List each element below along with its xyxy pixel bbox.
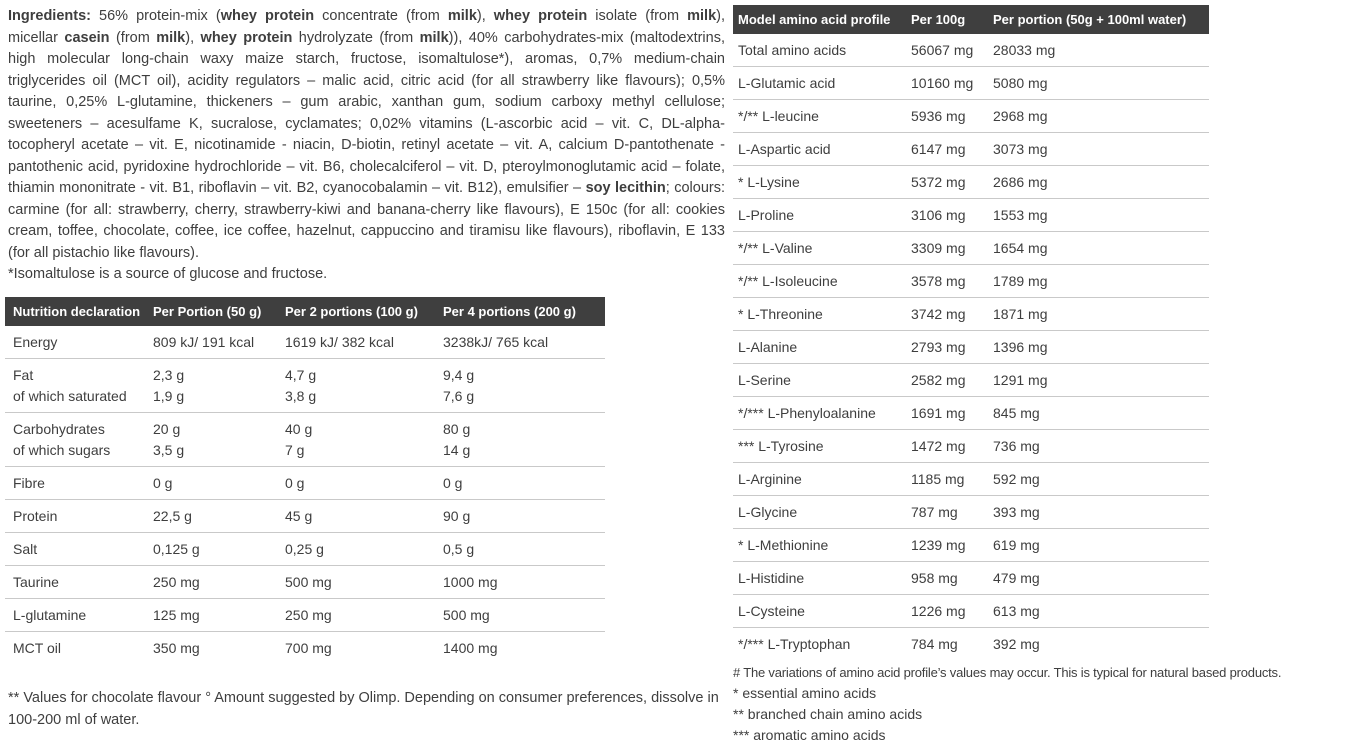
amino-footnotes [733, 662, 1362, 746]
ingredient-emphasis: milk [687, 8, 717, 24]
amino-value: 1553 mg [993, 199, 1209, 232]
amino-value: 6147 mg [911, 133, 993, 166]
amino-name: */*** L-Phenyloalanine [733, 397, 911, 430]
amino-row [733, 34, 1209, 67]
amino-name: L-Arginine [733, 463, 911, 496]
ingredient-text: concentrate (from [314, 8, 448, 24]
amino-name: */*** L-Tryptophan [738, 635, 851, 652]
nutrient-value: 250 mg [285, 599, 443, 632]
amino-value: 1691 mg [911, 397, 993, 430]
nutrient-name: L-glutamine [5, 599, 153, 632]
amino-value: 1291 mg [993, 364, 1209, 397]
nutrient-value: 80 g 14 g [443, 413, 605, 467]
amino-header-name: Model amino acid profile [733, 5, 911, 34]
amino-name: L-Glycine [733, 496, 911, 529]
amino-row [733, 397, 1209, 430]
amino-name: *** L-Tyrosine [733, 430, 911, 463]
nutrient-value: 0 g [443, 467, 605, 500]
nutrient-value: 1619 kJ/ 382 kcal [285, 326, 443, 359]
nutrient-value: 0,125 g [153, 533, 285, 566]
ingredient-emphasis: milk [419, 29, 449, 46]
nutrient-value: 700 mg [285, 639, 332, 656]
right-column [733, 0, 1362, 746]
ingredient-text: ; colours: carmine (for all: strawberry, cherry, strawberry-kiwi and banana-cherry like flavours), E 150c (for all: cookies cream, toffee, chocolate, coffee, ice coffee, hazelnut, cappuccino and tiramisu like flavours), riboflavin, E 133 (for all pistachio like flavours). [8, 180, 725, 261]
nutrient-value: 45 g [285, 500, 443, 533]
ingredient-emphasis: soy lecithin [585, 180, 666, 196]
amino-value: 3073 mg [993, 133, 1209, 166]
amino-row [733, 166, 1209, 199]
nutrition-header-name: Nutrition declaration [5, 297, 153, 326]
amino-name: */** L-Isoleucine [733, 265, 911, 298]
amino-name: L-Proline [733, 199, 911, 232]
nutrient-value: 2,3 g 1,9 g [153, 359, 285, 413]
nutrient-value: 250 mg [153, 566, 285, 599]
nutrient-name: Carbohydrates of which sugars [5, 413, 153, 467]
nutrient-name: Salt [5, 533, 153, 566]
nutrition-header-4portions: Per 4 portions (200 g) [443, 297, 605, 326]
nutrient-value: 0 g [153, 467, 285, 500]
nutrient-value: 500 mg [285, 566, 443, 599]
nutrient-value: 0 g [285, 467, 443, 500]
amino-row [733, 298, 1209, 331]
nutrition-row [5, 632, 605, 665]
amino-value: 736 mg [993, 430, 1209, 463]
nutrient-value: 1000 mg [443, 566, 605, 599]
amino-name: L-Alanine [733, 331, 911, 364]
amino-value: 1472 mg [911, 430, 993, 463]
amino-row [733, 67, 1209, 100]
nutrition-row [5, 467, 605, 500]
amino-value: 2968 mg [993, 100, 1209, 133]
ingredient-text: ), micellar [8, 8, 725, 46]
ingredient-text: ), [476, 8, 494, 24]
amino-value: 28033 mg [993, 34, 1209, 67]
amino-footnote-line: *** aromatic amino acids [733, 727, 886, 743]
amino-value: 3578 mg [911, 265, 993, 298]
nutrient-value: 9,4 g 7,6 g [443, 359, 605, 413]
ingredient-emphasis: whey protein [200, 29, 293, 46]
nutrition-footnote: ** Values for chocolate flavour ° Amount suggested by Olimp. Depending on consumer preferences, dissolve in 100-200 ml of water. [8, 690, 719, 728]
ingredient-text: ), [185, 29, 201, 46]
amino-value: 787 mg [911, 496, 993, 529]
ingredients-paragraph [0, 0, 725, 264]
ingredient-text: )), 40% carbohydrates-mix (maltodextrins, high molecular long-chain waxy maize starch, fructose, isomaltulose*), aromas, 0,7% medium-chain triglycerides oil (MCT oil), acidity regulators – malic acid, citric acid (for all strawberry like flavours); 0,5% taurine, 0,25% L-glutamine, thickeners – gum arabic, xanthan gum, sodium carboxy methyl cellulose; sweeteners – acesulfame K, sucralose, cyclamates; 0,02% vitamins (L-ascorbic acid – vit. C, DL-alpha-tocopheryl acetate – vit. E, nicotinamide - niacin, D-biotin, retinyl acetate – vit. A, calcium D-pantothenate - pantothenic acid, pyridoxine hydrochloride – vit. B6, cholecalciferol – vit. D, pteroylmonoglutamic acid – folate, thiamin mononitrate - vit. B1, riboflavin – vit. B2, cyanocobalamin – vit. B12), emulsifier – [8, 29, 725, 196]
amino-value: 392 mg [993, 635, 1040, 652]
amino-value: 10160 mg [911, 67, 993, 100]
nutrient-value: 20 g 3,5 g [153, 413, 285, 467]
nutrition-row [5, 566, 605, 599]
amino-value: 3309 mg [911, 232, 993, 265]
nutrient-value: 0,5 g [443, 533, 605, 566]
amino-value: 2582 mg [911, 364, 993, 397]
amino-name: L-Cysteine [733, 595, 911, 628]
ingredient-emphasis: milk [156, 29, 186, 46]
amino-value: 3742 mg [911, 298, 993, 331]
nutrition-row [5, 359, 605, 413]
amino-value: 619 mg [993, 529, 1209, 562]
amino-row [733, 364, 1209, 397]
amino-row [733, 199, 1209, 232]
amino-header-row [733, 5, 1209, 34]
nutrient-name: Energy [5, 326, 153, 359]
ingredient-emphasis: milk [447, 8, 477, 24]
nutrient-value: 22,5 g [153, 500, 285, 533]
amino-value: 56067 mg [911, 34, 993, 67]
amino-value: 845 mg [993, 397, 1209, 430]
amino-value: 958 mg [911, 562, 993, 595]
amino-name: L-Serine [733, 364, 911, 397]
amino-name: */** L-leucine [733, 100, 911, 133]
ingredient-emphasis: casein [64, 29, 110, 46]
amino-row [733, 265, 1209, 298]
amino-header-perportion: Per portion (50g + 100ml water) [993, 5, 1209, 34]
ingredient-emphasis: whey protein [493, 8, 588, 24]
nutrient-name: Fibre [5, 467, 153, 500]
nutrition-header-row [5, 297, 605, 326]
ingredient-emphasis: whey protein [220, 8, 315, 24]
amino-name: L-Aspartic acid [733, 133, 911, 166]
amino-row [733, 100, 1209, 133]
amino-value: 1654 mg [993, 232, 1209, 265]
nutrient-value: 500 mg [443, 599, 605, 632]
nutrition-header-2portions: Per 2 portions (100 g) [285, 297, 443, 326]
amino-row [733, 562, 1209, 595]
amino-value: 479 mg [993, 562, 1209, 595]
nutrient-value: 4,7 g 3,8 g [285, 359, 443, 413]
nutrient-value: 1400 mg [443, 639, 498, 656]
amino-name: * L-Lysine [733, 166, 911, 199]
amino-value: 1871 mg [993, 298, 1209, 331]
nutrition-row [5, 599, 605, 632]
amino-row [733, 430, 1209, 463]
amino-value: 784 mg [911, 635, 958, 652]
amino-name: * L-Threonine [733, 298, 911, 331]
amino-value: 1226 mg [911, 595, 993, 628]
nutrition-row [5, 533, 605, 566]
amino-value: 1396 mg [993, 331, 1209, 364]
nutrient-value: 350 mg [153, 639, 200, 656]
nutrition-table [5, 297, 605, 664]
nutrition-header-portion: Per Portion (50 g) [153, 297, 285, 326]
amino-row [733, 133, 1209, 166]
amino-value: 2793 mg [911, 331, 993, 364]
amino-value: 613 mg [993, 595, 1209, 628]
nutrient-name: Fat of which saturated [5, 359, 153, 413]
nutrient-name: Taurine [5, 566, 153, 599]
amino-footnote-line: * essential amino acids [733, 685, 877, 701]
amino-footnote-line: # The variations of amino acid profile’s values may occur. This is typical for natural based products. [733, 665, 1282, 680]
nutrition-table-body [5, 326, 605, 664]
amino-name: * L-Methionine [733, 529, 911, 562]
amino-row [733, 331, 1209, 364]
amino-row [733, 496, 1209, 529]
nutrient-name: Protein [5, 500, 153, 533]
nutrient-value: 125 mg [153, 599, 285, 632]
ingredient-text: hydrolyzate (from [292, 29, 420, 46]
amino-footnote-line: ** branched chain amino acids [733, 706, 923, 722]
amino-value: 393 mg [993, 496, 1209, 529]
amino-value: 3106 mg [911, 199, 993, 232]
nutrient-name: MCT oil [13, 639, 61, 656]
amino-value: 5936 mg [911, 100, 993, 133]
amino-row [733, 595, 1209, 628]
amino-name: */** L-Valine [733, 232, 911, 265]
ingredient-emphasis: Ingredients: [8, 8, 91, 24]
amino-row [733, 232, 1209, 265]
ingredient-text: 56% protein-mix ( [90, 8, 221, 24]
nutrition-row [5, 500, 605, 533]
amino-value: 2686 mg [993, 166, 1209, 199]
amino-header-per100g: Per 100g [911, 5, 993, 34]
amino-value: 1185 mg [911, 463, 993, 496]
nutrient-value: 40 g 7 g [285, 413, 443, 467]
amino-name: L-Histidine [733, 562, 911, 595]
nutrient-value: 809 kJ/ 191 kcal [153, 326, 285, 359]
isomaltulose-footnote: *Isomaltulose is a source of glucose and fructose. [8, 266, 328, 282]
amino-value: 1789 mg [993, 265, 1209, 298]
ingredient-text: (from [109, 29, 157, 46]
amino-value: 1239 mg [911, 529, 993, 562]
amino-acid-table [733, 5, 1209, 660]
amino-table-body [733, 34, 1209, 660]
nutrition-row [5, 413, 605, 467]
amino-row [733, 628, 1209, 661]
amino-row [733, 529, 1209, 562]
amino-value: 592 mg [993, 463, 1209, 496]
amino-row [733, 463, 1209, 496]
nutrient-value: 0,25 g [285, 533, 443, 566]
ingredient-text: isolate (from [587, 8, 688, 24]
nutrient-value: 3238kJ/ 765 kcal [443, 326, 605, 359]
nutrient-value: 90 g [443, 500, 605, 533]
amino-value: 5080 mg [993, 67, 1209, 100]
nutrition-row [5, 326, 605, 359]
amino-value: 5372 mg [911, 166, 993, 199]
amino-name: L-Glutamic acid [733, 67, 911, 100]
amino-name: Total amino acids [733, 34, 911, 67]
